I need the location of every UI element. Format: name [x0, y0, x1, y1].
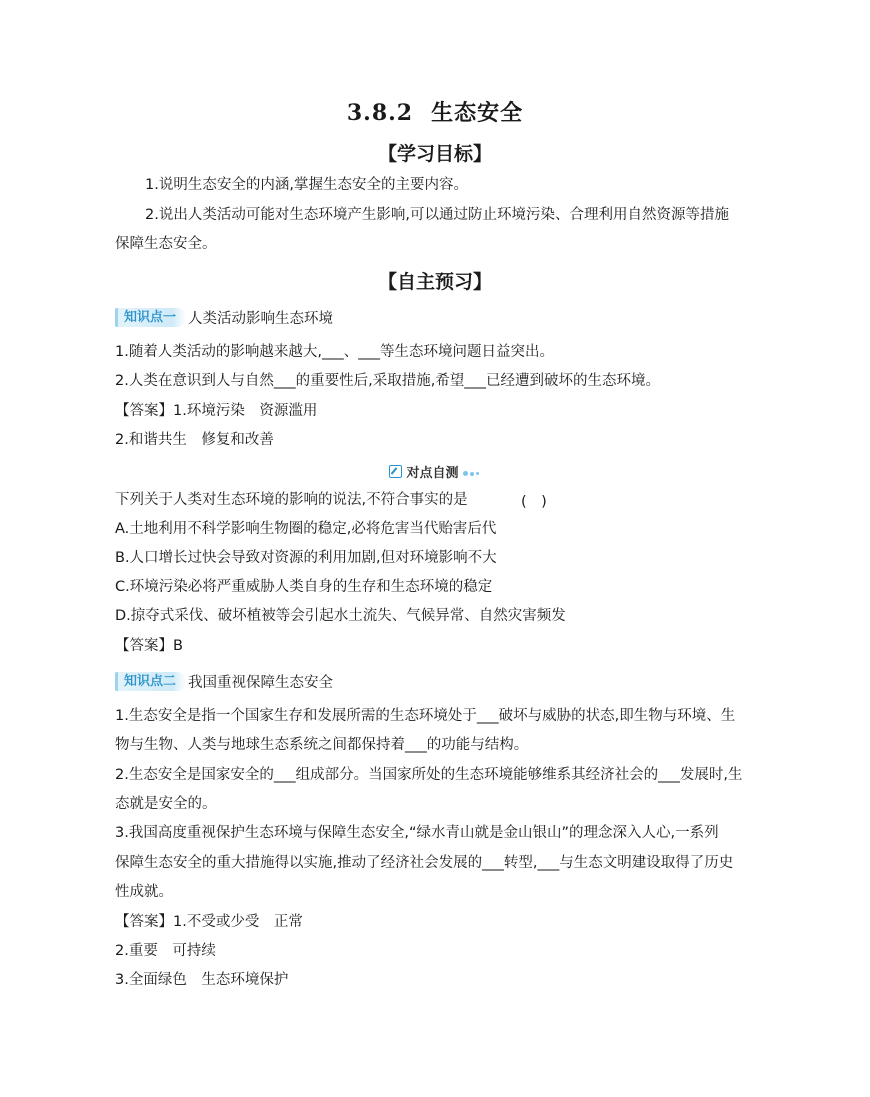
knowledge-point-1	[115, 306, 333, 328]
objective-item: 2.说出人类活动可能对生态环境产生影响,可以通过防止环境污染、合理利用自然资源等措施	[145, 207, 729, 223]
kp2-line: 性成就。	[115, 884, 173, 900]
objective-item: 保障生态安全。	[115, 236, 217, 252]
knowledge-point-2	[115, 670, 333, 692]
section-number: 3.8.2	[346, 100, 414, 126]
page-title	[0, 96, 870, 127]
knowledge-point-title: 我国重视保障生态安全	[188, 674, 334, 691]
selftest-answer: 【答案】B	[115, 638, 183, 654]
kp1-line: 1.随着人类活动的影响越来越大,___、___等生态环境问题日益突出。	[115, 344, 554, 360]
knowledge-point-badge: 知识点二	[115, 672, 186, 691]
kp2-answer: 【答案】1.不受或少受 正常	[115, 914, 303, 930]
knowledge-point-badge: 知识点一	[115, 308, 186, 327]
dots-icon	[463, 466, 481, 481]
kp2-answer: 3.全面绿色 生态环境保护	[115, 972, 289, 988]
kp2-line: 物与生物、人类与地球生态系统之间都保持着___的功能与结构。	[115, 737, 529, 753]
kp2-line: 态就是安全的。	[115, 796, 217, 812]
question-stem: 下列关于人类对生态环境的影响的说法,不符合事实的是	[115, 492, 468, 508]
objectives-heading: 【学习目标】	[377, 143, 492, 165]
kp2-answer: 2.重要 可持续	[115, 943, 216, 959]
self-test-label: 对点自测	[0, 462, 870, 481]
kp2-line: 保障生态安全的重大措施得以实施,推动了经济社会发展的___转型,___与生态文明建设取得了历史	[115, 855, 734, 871]
kp1-answer: 2.和谐共生 修复和改善	[115, 432, 274, 448]
kp1-line: 2.人类在意识到人与自然___的重要性后,采取措施,希望___已经遭到破坏的生态环境。	[115, 373, 661, 389]
kp2-line: 1.生态安全是指一个国家生存和发展所需的生态环境处于___破坏与威胁的状态,即生物与环境、生	[115, 708, 736, 724]
pencil-icon	[389, 465, 402, 478]
objective-item: 1.说明生态安全的内涵,掌握生态安全的主要内容。	[145, 177, 468, 193]
kp2-line: 2.生态安全是国家安全的___组成部分。当国家所处的生态环境能够维系其经济社会的___发展时,生	[115, 767, 743, 783]
answer-blank: ( )	[521, 494, 547, 510]
option-d: D.掠夺式采伐、破坏植被等会引起水土流失、气候异常、自然灾害频发	[115, 608, 566, 624]
knowledge-point-title: 人类活动影响生态环境	[188, 310, 334, 327]
option-c: C.环境污染必将严重威胁人类自身的生存和生态环境的稳定	[115, 579, 493, 595]
kp2-line: 3.我国高度重视保护生态环境与保障生态安全,“绿水青山就是金山银山”的理念深入人心,一系列	[115, 825, 719, 841]
section-title: 生态安全	[431, 101, 524, 126]
kp1-answer: 【答案】1.环境污染 资源滥用	[115, 403, 318, 419]
option-b: B.人口增长过快会导致对资源的利用加剧,但对环境影响不大	[115, 550, 497, 566]
option-a: A.土地利用不科学影响生物圈的稳定,必将危害当代贻害后代	[115, 521, 497, 537]
preview-heading: 【自主预习】	[377, 271, 492, 293]
